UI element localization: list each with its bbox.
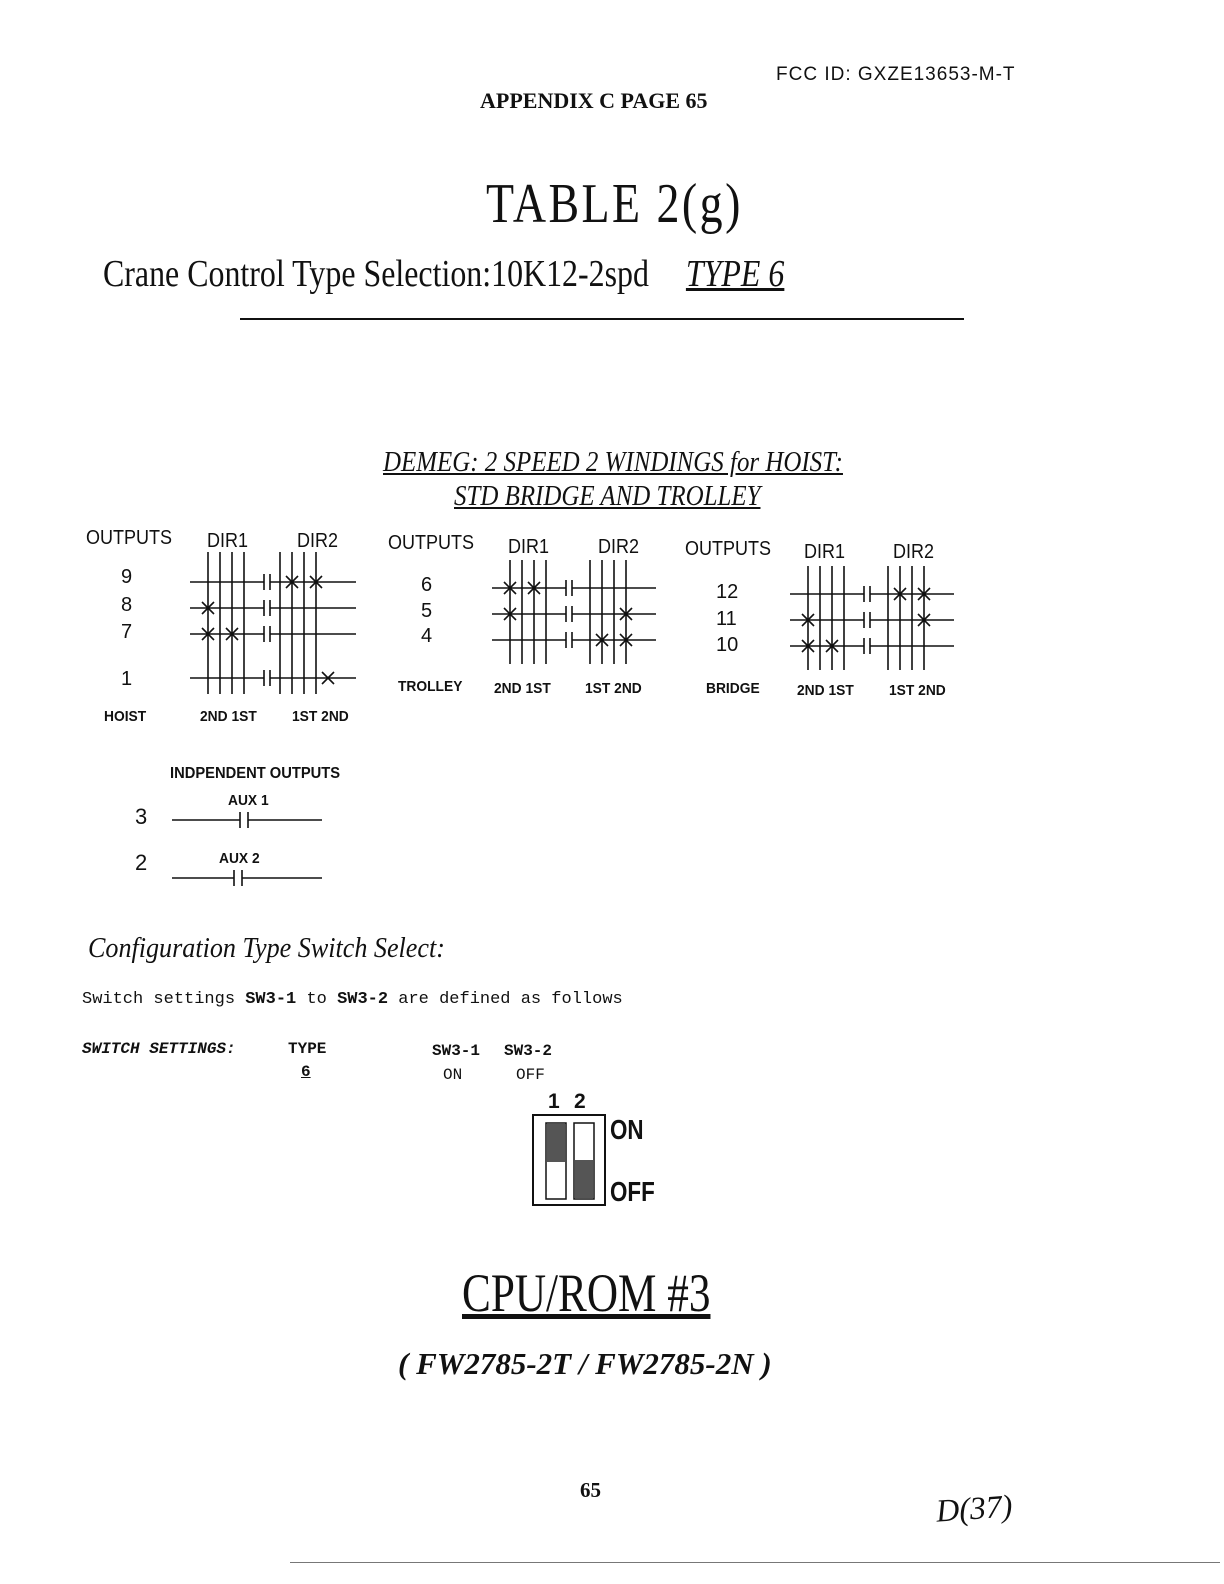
trolley-output-5: 5 — [421, 600, 433, 622]
hoist-output-7: 7 — [121, 621, 133, 643]
trolley-speeds-left: 2ND 1ST — [494, 680, 551, 697]
bridge-speeds-left: 2ND 1ST — [797, 682, 854, 699]
trolley-dir1-label: DIR1 — [508, 536, 550, 558]
bridge-speeds-right: 1ST 2ND — [889, 682, 946, 699]
bridge-dir2-label: DIR2 — [893, 541, 935, 563]
config-title: Configuration Type Switch Select: — [88, 932, 445, 964]
dip-off-label: OFF — [610, 1176, 655, 1207]
subtitle-text: Crane Control Type Selection:10K12-2spd — [103, 253, 649, 295]
dip-position-1: 1 — [548, 1090, 560, 1113]
switch-desc-sw1: SW3-1 — [245, 990, 297, 1009]
sw3-1-header: SW3-1 — [432, 1042, 481, 1060]
title-divider — [240, 318, 964, 320]
type-header: TYPE — [288, 1040, 327, 1058]
aux1-output-number: 3 — [135, 804, 148, 829]
switch-desc-post: are defined as follows — [388, 990, 623, 1009]
independent-outputs-title: INDPENDENT OUTPUTS — [170, 765, 341, 782]
dip-position-2: 2 — [574, 1090, 586, 1113]
hoist-speeds-left: 2ND 1ST — [200, 708, 257, 725]
aux2-label: AUX 2 — [219, 850, 260, 867]
cpu-rom-title: CPU/ROM #3 — [462, 1263, 711, 1323]
trolley-outputs-label: OUTPUTS — [388, 532, 475, 554]
hoist-dir1-label: DIR1 — [207, 530, 249, 552]
bridge-name: BRIDGE — [706, 680, 760, 697]
hoist-output-9: 9 — [121, 566, 133, 588]
hoist-output-1: 1 — [121, 668, 133, 690]
handwritten-note: D(37) — [934, 1487, 1014, 1529]
sw3-1-value: ON — [443, 1066, 463, 1084]
table-title: TABLE 2(g) — [486, 173, 743, 235]
aux2-output-number: 2 — [135, 850, 148, 875]
hoist-outputs-label: OUTPUTS — [86, 527, 173, 549]
trolley-dir2-label: DIR2 — [598, 536, 640, 558]
trolley-name: TROLLEY — [398, 678, 463, 695]
bridge-dir1-label: DIR1 — [804, 541, 846, 563]
bridge-ladder-diagram — [784, 566, 964, 676]
switch-settings-label: SWITCH SETTINGS: — [82, 1040, 236, 1058]
hoist-name: HOIST — [104, 708, 147, 725]
bridge-output-10: 10 — [716, 634, 739, 656]
trolley-ladder-diagram — [486, 560, 666, 670]
fcc-id: FCC ID: GXZE13653-M-T — [776, 64, 1016, 85]
bridge-output-12: 12 — [716, 581, 739, 603]
aux2-contact — [172, 866, 328, 890]
switch-description — [82, 990, 623, 1009]
appendix-heading: APPENDIX C PAGE 65 — [480, 88, 708, 113]
aux1-label: AUX 1 — [228, 792, 269, 809]
bridge-outputs-label: OUTPUTS — [685, 538, 772, 560]
demeg-heading-line2: STD BRIDGE AND TROLLEY — [454, 480, 761, 512]
dip-knob-2-off — [575, 1160, 593, 1198]
trolley-speeds-right: 1ST 2ND — [585, 680, 642, 697]
trolley-output-6: 6 — [421, 574, 433, 596]
subtitle — [103, 252, 784, 296]
dip-switch-graphic — [532, 1114, 608, 1208]
hoist-dir2-label: DIR2 — [297, 530, 339, 552]
page-number: 65 — [580, 1478, 601, 1502]
hoist-ladder-diagram — [184, 552, 364, 697]
hoist-speeds-right: 1ST 2ND — [292, 708, 349, 725]
bridge-output-11: 11 — [716, 608, 737, 630]
dip-on-label: ON — [610, 1114, 644, 1145]
switch-desc-sw2: SW3-2 — [337, 990, 389, 1009]
firmware-line: ( FW2785-2T / FW2785-2N ) — [398, 1346, 772, 1381]
bottom-rule — [290, 1562, 1220, 1563]
dip-knob-1-on — [547, 1124, 565, 1162]
type-value: 6 — [301, 1063, 311, 1081]
sw3-2-header: SW3-2 — [504, 1042, 553, 1060]
switch-desc-pre: Switch settings — [82, 990, 246, 1009]
trolley-output-4: 4 — [421, 625, 433, 647]
demeg-heading-line1: DEMEG: 2 SPEED 2 WINDINGS for HOIST: — [383, 446, 843, 478]
sw3-2-value: OFF — [516, 1066, 545, 1084]
hoist-output-8: 8 — [121, 594, 133, 616]
switch-desc-mid: to — [296, 990, 338, 1009]
type-label: TYPE 6 — [685, 253, 785, 295]
aux1-contact — [172, 808, 328, 832]
